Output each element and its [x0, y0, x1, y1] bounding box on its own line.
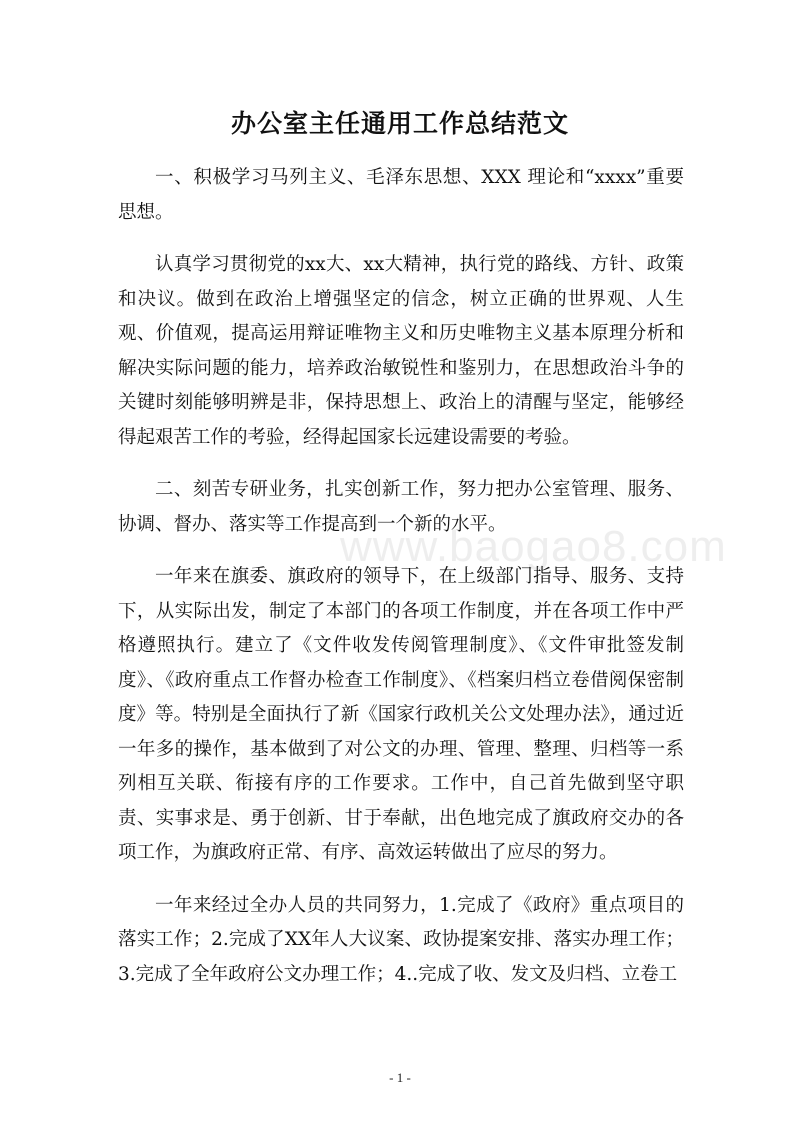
- document-body: [118, 161, 684, 1010]
- paragraph-1: 一、积极学习马列主义、毛泽东思想、XXX 理论和“xxxx”重要思想。: [118, 167, 684, 223]
- paragraph-2: 认真学习贯彻党的xx大、xx大精神，执行党的路线、方针、政策和决议。做到在政治上增强坚定的信念，树立正确的世界观、人生观、价值观，提高运用辩证唯物主义和历史唯物主义基本原理分析和解决实际问题的能力，培养政治敏锐性和鉴别力，在思想政治斗争的关键时刻能够明辨是非，保持思想上、政治上的清醒与坚定，能够经得起艰苦工作的考验，经得起国家长远建设需要的考验。: [118, 254, 684, 448]
- page-number: - 1 -: [389, 1070, 411, 1085]
- paragraph-5: 一年来经过全办人员的共同努力，1.完成了《政府》重点项目的落实工作；2.完成了XX年人大议案、政协提案安排、落实办理工作；3.完成了全年政府公文办理工作；4..完成了收、发文及归档、立卷工: [118, 894, 684, 985]
- watermark-text: www.baogao8.com: [340, 522, 727, 571]
- paragraph-3: 二、刻苦专研业务，扎实创新工作，努力把办公室管理、服务、协调、督办、落实等工作提高到一个新的水平。: [118, 479, 684, 535]
- document-title: 办公室主任通用工作总结范文: [230, 109, 569, 138]
- paragraph-4: 一年来在旗委、旗政府的领导下，在上级部门指导、服务、支持下，从实际出发，制定了本部门的各项工作制度，并在各项工作中严格遵照执行。建立了《文件收发传阅管理制度》、《文件审批签发制度》、《政府重点工作督办检查工作制度》、《档案归档立卷借阅保密制度》等。特别是全面执行了新《国家行政机关公文处理办法》，通过近一年多的操作，基本做到了对公文的办理、管理、整理、归档等一系列相互关联、衔接有序的工作要求。工作中，自己首先做到坚守职责、实事求是、勇于创新、甘于奉献，出色地完成了旗政府交办的各项工作，为旗政府正常、有序、高效运转做出了应尽的努力。: [118, 566, 684, 863]
